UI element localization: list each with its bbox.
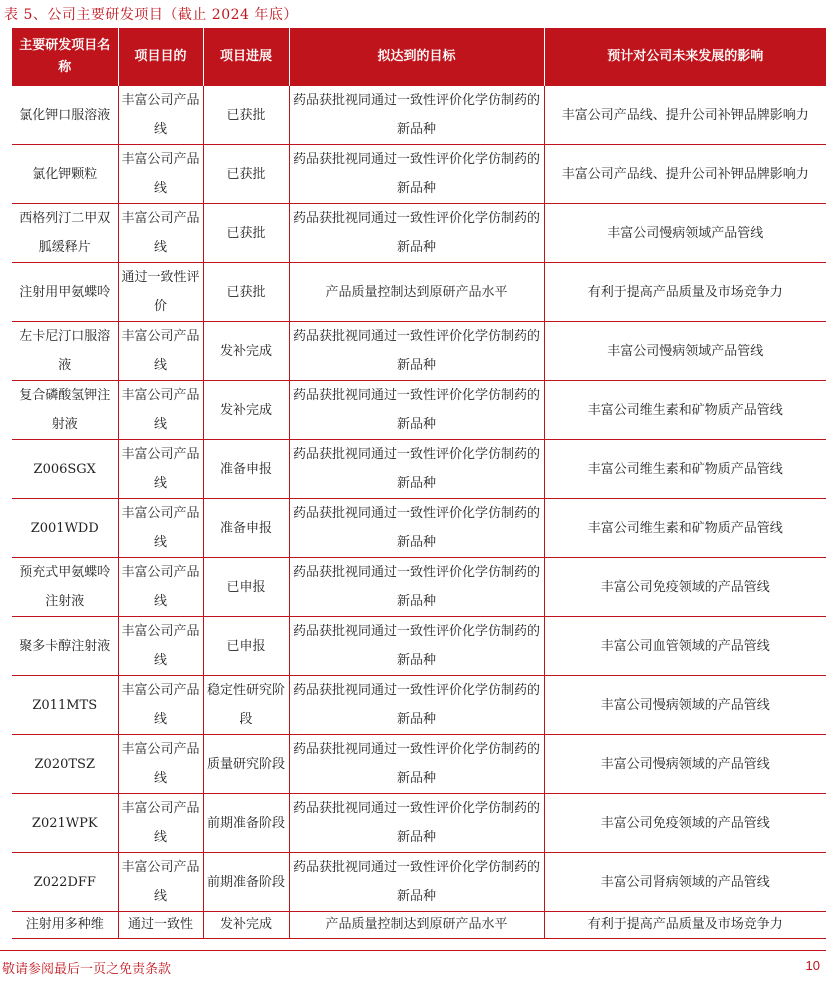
cell-impact: 丰富公司产品线、提升公司补钾品牌影响力 [544,145,826,204]
cell-project-name: 左卡尼汀口服溶液 [12,322,118,381]
cell-project-name: Z011MTS [12,676,118,735]
page-number: 10 [805,958,820,973]
cell-purpose: 丰富公司产品线 [118,558,203,617]
cell-impact: 丰富公司慢病领域产品管线 [544,204,826,263]
cell-project-name: 注射用多种维 [12,912,118,939]
table-row [12,322,826,381]
cell-purpose: 丰富公司产品线 [118,204,203,263]
cell-project-name: Z021WPK [12,794,118,853]
table-row [12,86,826,145]
cell-purpose: 丰富公司产品线 [118,676,203,735]
cell-progress: 准备申报 [203,440,289,499]
cell-purpose: 丰富公司产品线 [118,440,203,499]
cell-impact: 丰富公司免疫领域的产品管线 [544,794,826,853]
cell-project-name: Z006SGX [12,440,118,499]
cell-purpose: 丰富公司产品线 [118,145,203,204]
table-row [12,617,826,676]
table-row [12,676,826,735]
table-row [12,440,826,499]
cell-target: 药品获批视同通过一致性评价化学仿制药的新品种 [289,499,544,558]
cell-target: 药品获批视同通过一致性评价化学仿制药的新品种 [289,853,544,912]
table-row [12,145,826,204]
cell-project-name: Z001WDD [12,499,118,558]
cell-impact: 丰富公司慢病领域的产品管线 [544,676,826,735]
cell-target: 药品获批视同通过一致性评价化学仿制药的新品种 [289,617,544,676]
cell-progress: 已申报 [203,558,289,617]
header-project-name: 主要研发项目名称 [12,28,118,86]
cell-purpose: 丰富公司产品线 [118,499,203,558]
cell-project-name: 氯化钾口服溶液 [12,86,118,145]
cell-target: 药品获批视同通过一致性评价化学仿制药的新品种 [289,558,544,617]
cell-progress: 已申报 [203,617,289,676]
table-row [12,794,826,853]
header-progress: 项目进展 [203,28,289,86]
cell-target: 产品质量控制达到原研产品水平 [289,912,544,939]
cell-purpose: 通过一致性 [118,912,203,939]
header-purpose: 项目目的 [118,28,203,86]
cell-impact: 丰富公司免疫领域的产品管线 [544,558,826,617]
cell-target: 药品获批视同通过一致性评价化学仿制药的新品种 [289,735,544,794]
cell-target: 药品获批视同通过一致性评价化学仿制药的新品种 [289,145,544,204]
cell-impact: 有利于提高产品质量及市场竞争力 [544,912,826,939]
cell-target: 产品质量控制达到原研产品水平 [289,263,544,322]
cell-purpose: 丰富公司产品线 [118,735,203,794]
footer-disclaimer: 敬请参阅最后一页之免责条款 [2,962,172,977]
cell-project-name: 氯化钾颗粒 [12,145,118,204]
cell-impact: 丰富公司肾病领域的产品管线 [544,853,826,912]
table-row [12,558,826,617]
cell-purpose: 丰富公司产品线 [118,794,203,853]
cell-purpose: 丰富公司产品线 [118,322,203,381]
cell-target: 药品获批视同通过一致性评价化学仿制药的新品种 [289,322,544,381]
table-row [12,263,826,322]
cell-project-name: Z020TSZ [12,735,118,794]
rd-projects-table-wrapper [12,28,826,939]
cell-progress: 发补完成 [203,912,289,939]
cell-impact: 丰富公司血管领域的产品管线 [544,617,826,676]
header-target: 拟达到的目标 [289,28,544,86]
cell-impact: 有利于提高产品质量及市场竞争力 [544,263,826,322]
cell-project-name: 西格列汀二甲双胍缓释片 [12,204,118,263]
cell-progress: 稳定性研究阶段 [203,676,289,735]
cell-purpose: 通过一致性评价 [118,263,203,322]
cell-target: 药品获批视同通过一致性评价化学仿制药的新品种 [289,440,544,499]
table-row [12,735,826,794]
cell-purpose: 丰富公司产品线 [118,381,203,440]
cell-progress: 已获批 [203,204,289,263]
header-row [12,28,826,86]
table-row [12,912,826,939]
cell-target: 药品获批视同通过一致性评价化学仿制药的新品种 [289,204,544,263]
table-row [12,499,826,558]
cell-progress: 发补完成 [203,322,289,381]
cell-project-name: 注射用甲氨蝶呤 [12,263,118,322]
cell-impact: 丰富公司慢病领域的产品管线 [544,735,826,794]
cell-target: 药品获批视同通过一致性评价化学仿制药的新品种 [289,794,544,853]
cell-progress: 发补完成 [203,381,289,440]
header-impact: 预计对公司未来发展的影响 [544,28,826,86]
cell-purpose: 丰富公司产品线 [118,617,203,676]
cell-purpose: 丰富公司产品线 [118,853,203,912]
cell-project-name: 预充式甲氨蝶呤注射液 [12,558,118,617]
cell-target: 药品获批视同通过一致性评价化学仿制药的新品种 [289,676,544,735]
cell-target: 药品获批视同通过一致性评价化学仿制药的新品种 [289,86,544,145]
footer-divider [0,950,826,951]
cell-progress: 前期准备阶段 [203,794,289,853]
cell-progress: 已获批 [203,145,289,204]
cell-impact: 丰富公司维生素和矿物质产品管线 [544,499,826,558]
cell-impact: 丰富公司慢病领域产品管线 [544,322,826,381]
cell-progress: 已获批 [203,86,289,145]
cell-impact: 丰富公司维生素和矿物质产品管线 [544,440,826,499]
table-row [12,381,826,440]
cell-purpose: 丰富公司产品线 [118,86,203,145]
cell-impact: 丰富公司产品线、提升公司补钾品牌影响力 [544,86,826,145]
cell-target: 药品获批视同通过一致性评价化学仿制药的新品种 [289,381,544,440]
cell-progress: 前期准备阶段 [203,853,289,912]
table-header [12,28,826,86]
rd-projects-table [12,28,826,939]
cell-project-name: 聚多卡醇注射液 [12,617,118,676]
cell-project-name: Z022DFF [12,853,118,912]
cell-impact: 丰富公司维生素和矿物质产品管线 [544,381,826,440]
table-row [12,204,826,263]
cell-project-name: 复合磷酸氢钾注射液 [12,381,118,440]
table-body [12,86,826,939]
cell-progress: 准备申报 [203,499,289,558]
cell-progress: 质量研究阶段 [203,735,289,794]
table-caption: 表 5、公司主要研发项目（截止 2024 年底） [4,7,298,23]
cell-progress: 已获批 [203,263,289,322]
table-row [12,853,826,912]
